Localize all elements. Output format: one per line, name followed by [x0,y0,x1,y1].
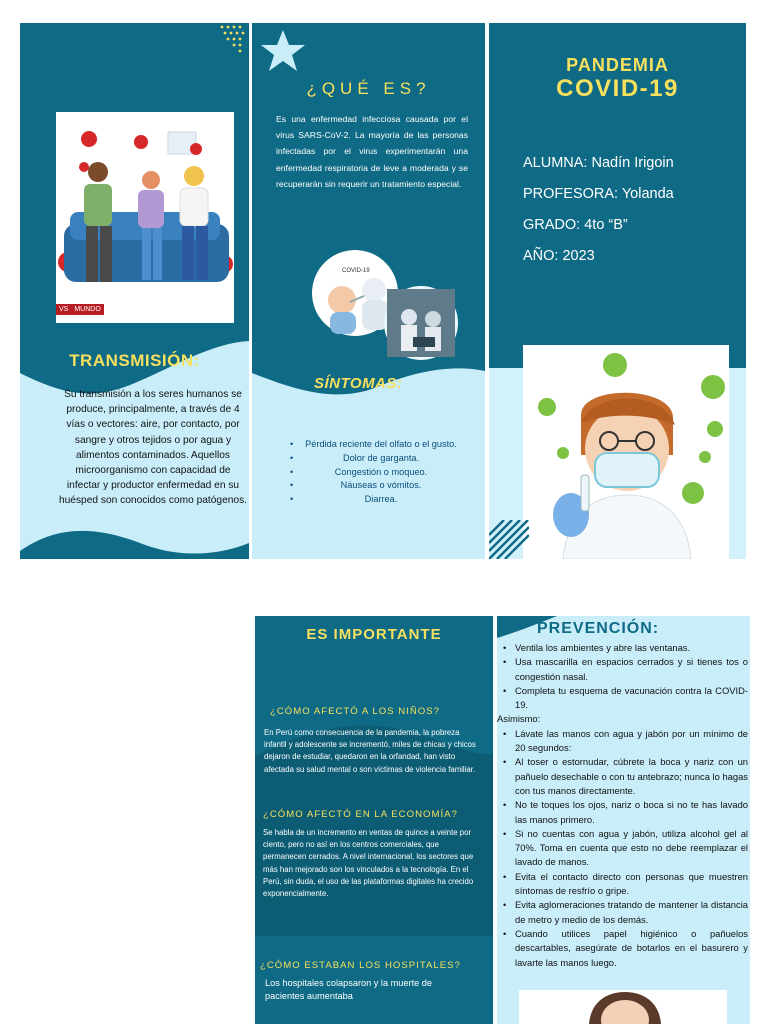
prevention-content [497,641,750,970]
list-item: • Congestión o moqueo. [290,466,460,480]
news-tag-mundo: MUNDO [71,304,103,315]
panel-prevencion [497,616,750,1024]
stripes-decoration [489,520,529,559]
que-es-text: Es una enfermedad infecciosa causada por el virus SARS-CoV-2. La mayoría de las personas infectadas por el virus experimentarán una enfermedad respiratoria de leve a moderada y se recuperarán sin requerir un tratamiento especial. [276,114,468,189]
list-item: • Dolor de garganta. [290,452,460,466]
que-es-title: ¿QUÉ ES? [306,79,431,98]
question-ninos: ¿CÓMO AFECTÓ A LOS NIÑOS? [270,706,441,717]
es-importante-title: ES IMPORTANTE [306,626,442,643]
year: AÑO: 2023 [523,248,595,264]
list-item: • Lávate las manos con agua y jabón por un mínimo de 20 segundos: [497,727,750,756]
list-item: • Cuando utilices papel higiénico o pañuelos descartables, asegúrate de botarlos en el basurero y lavarte las manos luego. [497,927,750,970]
news-tag [56,304,104,315]
list-item: • Completa tu esquema de vacunación contra la COVID-19. [497,684,750,713]
list-item: • Pérdida reciente del olfato o el gusto. [290,438,460,452]
cover-title-covid: COVID-19 [556,75,679,102]
prevention-list-1 [497,641,750,712]
answer-economia: Se habla de un incremento en ventas de quince a veinte por ciento, pero no así en los centros comerciales, que permanecen cerrados. A nivel internacional, los sectores que más han mejorado son los vinculados a la tecnología. En el Perú, sin duda, el uso de las plataformas digitales ha crecido exponencialmente. [263,828,474,899]
medical-team-image [384,286,458,360]
news-tag-vs: VS [56,304,71,315]
list-item: • Al toser o estornudar, cúbrete la boca y nariz con un pañuelo desechable o con tu antebrazo; nunca lo hagas con tus manos directamente. [497,755,750,798]
transmision-title: TRANSMISIÓN: [69,351,200,370]
list-item: • Evita el contacto directo con personas que muestren síntomas de resfrío o gripe. [497,870,750,899]
list-item: • Evita aglomeraciones tratando de mantener la distancia de metro y medio de los demás. [497,898,750,927]
question-hospitales: ¿CÓMO ESTABAN LOS HOSPITALES? [260,960,461,971]
student-name: ALUMNA: Nadín Irigoin [523,155,674,171]
transmision-text: Su transmisión a los seres humanos se produce, principalmente, a través de 4 vías o vectores: aire, por contacto, por sangre y otros tejidos o por agua y alimentos contaminados. Aquellos microorganismo con capacidad de infectar y productor enfermedad en su huésped son conocidos como patógenos. [58,389,248,507]
transmission-illustration [56,112,234,323]
symptoms-list [290,438,460,507]
woman-illustration [519,990,727,1024]
question-economia: ¿CÓMO AFECTÓ EN LA ECONOMÍA? [263,809,458,820]
sintomas-title: SÍNTOMAS: [314,375,403,392]
prevencion-title: PREVENCIÓN: [537,620,660,637]
panel-cover [489,23,746,559]
panel-transmision [20,23,249,559]
list-item: • Si no cuentas con agua y jabón, utiliza alcohol gel al 70%. Toma en cuenta que esto no debe reemplazar el lavado de manos. [497,827,750,870]
answer-hospitales: Los hospitales colapsaron y la muerte de pacientes aumentaba [265,978,433,1001]
list-item: • Náuseas o vómitos. [290,479,460,493]
list-item: • Diarrea. [290,493,460,507]
list-item: • No te toques los ojos, nariz o boca si no te has lavado las manos primero. [497,798,750,827]
prevention-list-2 [497,727,750,970]
people-sofa-image [56,112,234,323]
student-info [523,155,674,279]
teacher-name: PROFESORA: Yolanda [523,186,674,202]
list-item: • Ventila los ambientes y abre las ventanas. [497,641,750,655]
list-item: • Usa mascarilla en espacios cerrados y si tienes tos o congestión nasal. [497,655,750,684]
dots-decoration [216,23,249,59]
doctor-with-mask-image [523,345,729,559]
cover-title-pandemia: PANDEMIA [566,55,669,75]
grade: GRADO: 4to “B” [523,217,628,233]
answer-ninos: En Perú como consecuencia de la pandemia, la pobreza infantil y adolescente se incrementó, miles de chicas y chicos dejaron de estudiar, quedaron en la orfandad, han visto afectada su salud mental o son víctimas de violencia familiar. [264,728,476,774]
covid-image-label: COVID-19 [342,268,370,274]
asimismo-label: Asimismo: [497,713,541,725]
panel-es-importante [255,616,493,1024]
panel-que-es [252,23,485,559]
star-icon [260,28,306,74]
